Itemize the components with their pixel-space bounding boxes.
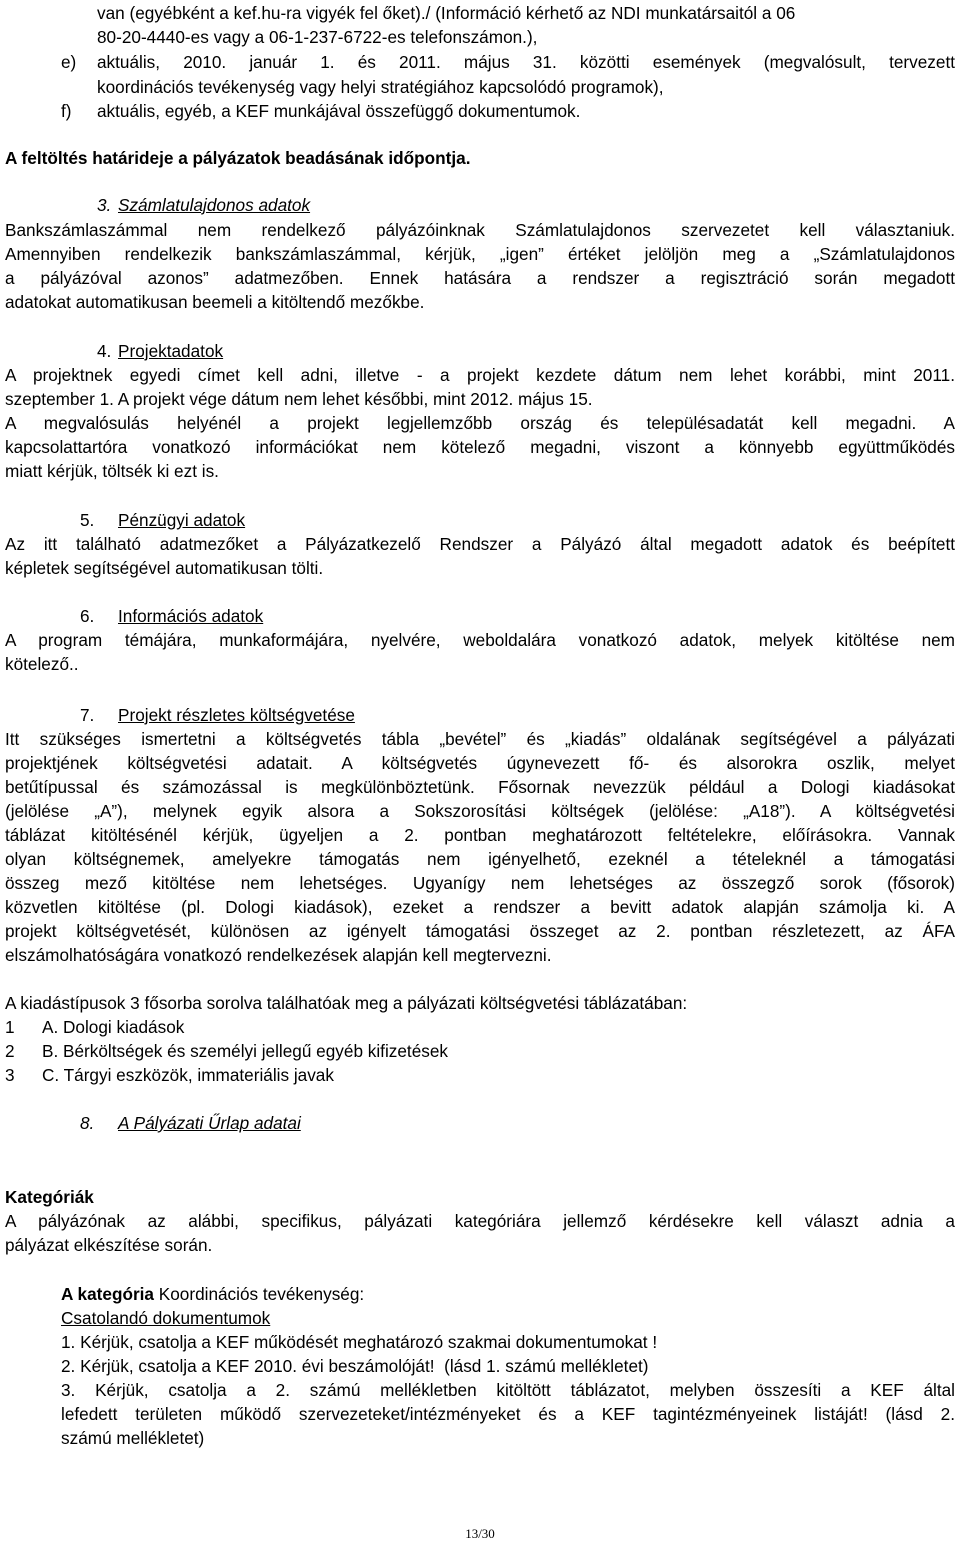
- category-a-label: A kategória: [61, 1284, 154, 1304]
- section-7-line-3: betűtípussal és számozással is megkülönböztetünk. Fősornak nevezzük például a Dologi kiadásokat: [5, 777, 955, 797]
- expense-type-3-number: 3: [5, 1065, 15, 1085]
- list-marker-f: f): [61, 101, 72, 121]
- section-7-line-4: (jelölése „A”), melynek egyik alsora a Sokszorosítási költségek (jelölése: „A18”). A költségvetési: [5, 801, 955, 821]
- attachment-item-2: 2. Kérjük, csatolja a KEF 2010. évi beszámolóját! (lásd 1. számú mellékletet): [61, 1356, 649, 1376]
- page-number: 13/30: [465, 1526, 495, 1541]
- section-7-number: 7.: [80, 705, 95, 725]
- expense-type-3-label: C. Tárgyi eszközök, immateriális javak: [42, 1065, 334, 1085]
- section-7-line-2: projektjének költségvetési adatait. A költségvetés úgynevezett fő- és alsorokra oszlik, melyet: [5, 753, 955, 773]
- section-3-line-4: adatokat automatikusan beemeli a kitöltendő mezőkbe.: [5, 292, 425, 312]
- attachments-title: Csatolandó dokumentumok: [61, 1308, 271, 1328]
- attachment-item-3-line-1: 3. Kérjük, csatolja a 2. számú mellékletben kitöltött táblázatot, melyben összesíti a KEF által: [61, 1380, 955, 1400]
- section-7-line-7: összeg mező kitöltése nem lehetséges. Ugyanígy nem lehetséges az összegző sorok (fősorok): [5, 873, 955, 893]
- section-7-line-1: Itt szükséges ismertetni a költségvetés tábla „bevétel” és „kiadás” oldalának segítségével a pályázati: [5, 729, 955, 749]
- expense-type-1-label: A. Dologi kiadások: [42, 1017, 185, 1037]
- section-4-line-2: szeptember 1. A projekt vége dátum nem lehet későbbi, mint 2012. május 15.: [5, 389, 593, 409]
- attachment-item-3-line-2: lefedett területen működő szervezeteket/intézményeket és a KEF tagintézményeinek listáját! (lásd 2.: [61, 1404, 955, 1424]
- category-a-line: [61, 1282, 364, 1306]
- section-7-line-9: projekt költségvetését, különösen az igényelt támogatási összeget az 2. pontban részletezett, az ÁFA: [5, 921, 955, 941]
- section-3-title: Számlatulajdonos adatok: [118, 195, 311, 215]
- section-7-title: Projekt részletes költségvetése: [118, 705, 355, 725]
- section-4-title: Projektadatok: [118, 341, 224, 361]
- categories-line-2: pályázat elkészítése során.: [5, 1235, 213, 1255]
- section-3-number: 3.: [97, 195, 112, 215]
- categories-heading: Kategóriák: [5, 1187, 94, 1207]
- upload-deadline-note: A feltöltés határideje a pályázatok beadásának időpontja.: [5, 148, 471, 168]
- section-3-line-1: Bankszámlaszámmal nem rendelkező pályázóinknak Számlatulajdonos szervezetet kell választaniuk.: [5, 220, 955, 240]
- section-6-line-2: kötelező..: [5, 654, 79, 674]
- section-3-line-3: a pályázóval azonos” adatmezőben. Ennek hatására a rendszer a regisztráció során megadott: [5, 268, 955, 288]
- expense-type-1-number: 1: [5, 1017, 15, 1037]
- section-4-line-4: kapcsolattartóra vonatkozó információkat nem kötelező megadni, viszont a könnyebb együttműködés: [5, 437, 955, 457]
- section-5-line-2: képletek segítségével automatikusan tölti.: [5, 558, 324, 578]
- item-f-line-1: aktuális, egyéb, a KEF munkájával összefüggő dokumentumok.: [97, 101, 581, 121]
- section-6-line-1: A program témájára, munkaformájára, nyelvére, weboldalára vonatkozó adatok, melyek kitöltése nem: [5, 630, 955, 650]
- section-3-line-2: Amennyiben rendelkezik bankszámlaszámmal, kérjük, „igen” értéket jelöljön meg a „Számlatulajdonos: [5, 244, 955, 264]
- section-7-line-6: olyan költségnemek, amelyekre támogatás nem igényelhető, ezeknél a tételeknél a támogatási: [5, 849, 955, 869]
- section-8-number: 8.: [80, 1113, 95, 1133]
- section-4-line-5: miatt kérjük, töltsék ki ezt is.: [5, 461, 219, 481]
- section-5-title: Pénzügyi adatok: [118, 510, 246, 530]
- section-6-title: Információs adatok: [118, 606, 264, 626]
- section-4-line-1: A projektnek egyedi címet kell adni, illetve - a projekt kezdete dátum nem lehet korábbi, mint 2011.: [5, 365, 955, 385]
- section-4-number: 4.: [97, 341, 112, 361]
- attachment-item-3-line-3: számú mellékletet): [61, 1428, 205, 1448]
- list-marker-e: e): [61, 52, 77, 72]
- section-6-number: 6.: [80, 606, 95, 626]
- section-5-number: 5.: [80, 510, 95, 530]
- intro-line-1: van (egyébként a kef.hu-ra vigyék fel őket)./ (Információ kérhető az NDI munkatársaitól a 06: [97, 3, 796, 23]
- section-7-line-5: táblázat kitöltésénél kérjük, ügyeljen a 2. pontban meghatározott feltételekre, előírásokra. Vannak: [5, 825, 955, 845]
- expense-type-2-label: B. Bérköltségek és személyi jellegű egyéb kifizetések: [42, 1041, 449, 1061]
- expense-type-2-number: 2: [5, 1041, 15, 1061]
- item-e-line-1: aktuális, 2010. január 1. és 2011. május 31. közötti események (megvalósult, tervezett: [97, 52, 955, 72]
- intro-line-2: 80-20-4440-es vagy a 06-1-237-6722-es telefonszámon.),: [97, 27, 538, 47]
- expense-types-intro: A kiadástípusok 3 fősorba sorolva találhatóak meg a pályázati költségvetési táblázatában:: [5, 993, 688, 1013]
- section-4-line-3: A megvalósulás helyénél a projekt legjellemzőbb ország és településadatát kell megadni. A: [5, 413, 955, 433]
- section-7-line-10: elszámolhatóságára vonatkozó rendelkezések alapján kell megtervezni.: [5, 945, 552, 965]
- category-a-description: Koordinációs tevékenység:: [153, 1284, 365, 1304]
- attachment-item-1: 1. Kérjük, csatolja a KEF működését meghatározó szakmai dokumentumokat !: [61, 1332, 658, 1352]
- section-5-line-1: Az itt található adatmezőket a Pályázatkezelő Rendszer a Pályázó által megadott adatok és beépített: [5, 534, 955, 554]
- section-7-line-8: közvetlen kitöltése (pl. Dologi kiadások), ezeket a rendszer a bevitt adatok alapján számolja ki. A: [5, 897, 955, 917]
- item-e-line-2: koordinációs tevékenység vagy helyi stratégiához kapcsolódó programok),: [97, 77, 664, 97]
- categories-line-1: A pályázónak az alábbi, specifikus, pályázati kategóriára jellemző kérdésekre kell választ adnia a: [5, 1211, 955, 1231]
- section-8-title: A Pályázati Űrlap adatai: [118, 1113, 301, 1133]
